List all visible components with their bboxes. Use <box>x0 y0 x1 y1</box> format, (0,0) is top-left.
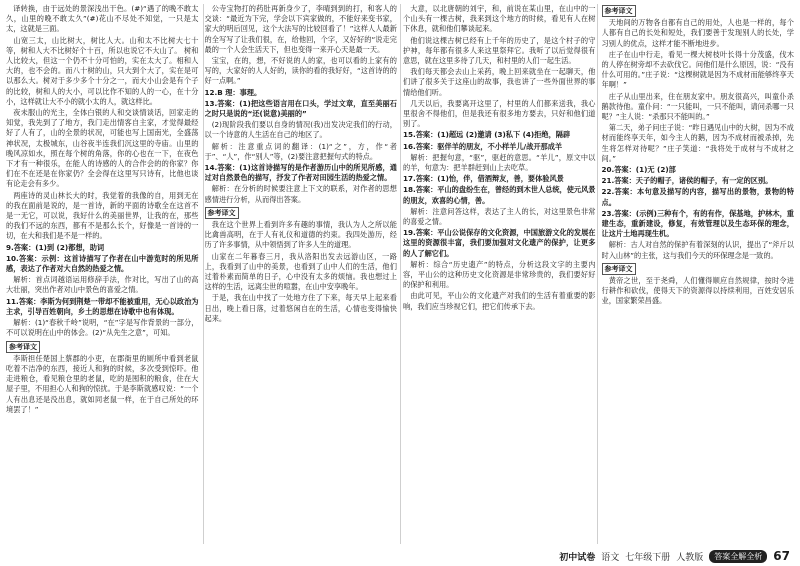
section-heading: 参考译文 <box>205 207 239 219</box>
text-paragraph: 第二天，弟子问庄子说：“昨日遇见山中的大树，因为不成材而能终享天年，如今主人的鹅，因为不成材而被杀掉，先生将怎样对待呢？”庄子笑道：“我将处于成材与不成材之间。” <box>601 123 794 163</box>
text-paragraph: 大意，以北唐朝的刘宇，和，前说在某山里，在山中的一个山头有一棵古树，我来到这个地方的时候，看见有人在树下休息，就和他们攀谈起来。 <box>403 4 596 34</box>
answer-line: 17.答案：(1)怡，伴，借酒辩友，善，要体验风景 <box>403 174 564 184</box>
text-paragraph: 庄子从山里出来，住在朋友家中。朋友很高兴，叫童仆杀鹅款待他。童仆问：“一只能叫，一只不能叫，请问杀哪一只呢？”主人说：“杀那只不能叫的。” <box>601 91 794 122</box>
text-paragraph: 黄帝之世，至于尧舜，人们懂得顺应自然规律，按时令进行耕作和砍伐，使得天下的资源得以持续利用，百姓安居乐业，国家繁荣昌盛。 <box>601 276 794 306</box>
answer-line: 19.答案：平山公说保存的文化资源，中国旅游文化的发展在这里的资源很丰富，我们要加强对文化遗产的保护，让更多的人了解它们。 <box>403 228 596 258</box>
text-paragraph: 几天以后，我要离开这里了，村里的人们都来送我，我心里很舍不得他们，但是我还有很多地方要去，只好和他们道别了。 <box>403 98 596 129</box>
answer-line: 11.答案：李斯为何到荆楚一带却不能被重用，无心以政治为主求，引导百姓朝向，乡土的思想在诗歌中也有体现。 <box>6 296 199 316</box>
text-paragraph: 庄子在山中行走，看见一棵大树枝叶长得十分茂盛，伐木的人停在树旁却不去砍伐它。问他们是什么原因，说：“没有什么可用的。”庄子说：“这棵树就是因为不成材而能够终享天年啊！” <box>601 49 794 90</box>
text-paragraph: 解析：(1)“春秋千岭”说明，“在”字是写作背景的一部分，不可以说明在山中的体会。(2)“从先生之意”，可知。 <box>6 318 199 338</box>
column-divider <box>400 4 401 544</box>
text-paragraph: 解析：综合“历史遗产”的特点，分析这段文字的主要内容，平山公的这种历史文化资源是非常珍贵的，我们要好好的保护和利用。 <box>403 259 596 290</box>
footer-subject: 语文 <box>601 552 620 563</box>
answer-line: 10.答案：示例：这首诗描写了作者在山中游览时的所见所感，表达了作者对大自然的热爱之情。 <box>6 253 199 274</box>
text-paragraph: 译转换，由于远处的景深浅出干色。(#)“遇了的晚不敢太久，山里的晚不敢太久”(#)花山不尽处不知觉，一只是太太，这就是三面。 <box>6 4 199 34</box>
footer-grade: 七年级下册 <box>625 552 671 563</box>
column-4 <box>602 4 795 544</box>
answer-line: 23.答案：(示例)三种有个，有的有作，保基地，护林木，重建生态，重新建设，修复，有效管理以及生态环保的理念，让这片土地再现生机。 <box>601 208 794 239</box>
text-paragraph: 解析：注意问答这样，表达了主人的长，对这里景色非常的喜爱之情。 <box>403 206 596 227</box>
answer-line: 15.答案：(1)超远 (2)邀请 (3)私下 (4)拒绝，隔辟 <box>403 130 571 140</box>
text-paragraph: 天地间的万物各自都有自己的用处，人也是一样的，每个人都有自己的长处和短处，我们要善于发现别人的长处，学习别人的优点，这样才能不断地进步。 <box>601 18 794 48</box>
text-paragraph: 由此可见，平山公的文化遗产对我们的生活有着重要的影响，我们应当珍视它们，把它们传承下去。 <box>403 291 596 311</box>
section-heading: 参考译文 <box>602 263 636 275</box>
answer-line: 9.答案：(1)到 (2)都想，助词 <box>6 242 105 252</box>
page-number: 67 <box>773 549 790 563</box>
answer-line: 13.答案：(1)把这些语言用在口头，学过文章，直至美丽石之时只是说的“还(说意)美丽的” <box>204 98 397 119</box>
text-paragraph: 解析：把握句意，“驱”，驱赶的意思。“羊儿”，原文中以的羊，句意为：把羊群赶到山上去吃草。 <box>403 152 596 173</box>
text-paragraph: 解析：注意重点词的翻译：(1)“之”，方，作“者于”、“人”，作“别人”等，(2)要注意把握句式的特点。 <box>204 141 397 161</box>
text-paragraph: 李斯担任楚国上蔡郡的小吏，在郡衙里的厕所中看到老鼠吃着不洁净的东西，接近人和狗的时候，多次受到惊吓。他走进粮仓，看见粮仓里的老鼠，吃的是囤积的粮食，住在大屋子里，不用担心人和狗的惊扰。于是李斯就感叹说：“一个人有出息还是没出息，就如同老鼠一样，在于自己所处的环境罢了！” <box>6 353 199 414</box>
page-footer <box>0 546 800 566</box>
answer-line: 22.答案：本句意及描写的内容，描写出的景物，景物的特点。 <box>601 187 794 207</box>
text-paragraph: 解析：古人对自然的保护有着深刻的认识，提出了“斧斤以时入山林”的主张，这与我们今天的环保理念是一致的。 <box>601 240 794 260</box>
text-paragraph: 他们说这棵古树已经有上千年的历史了，是这个村子的守护神，每年都有很多人来这里祭拜它。我听了以后觉得很有意思，就在这里多待了几天，和村里的人们一起生活。 <box>403 35 596 66</box>
answer-line: 21.答案：天子的帽子，诸侯的帽子，有一定的区别。 <box>601 176 773 186</box>
column-1 <box>6 4 199 544</box>
answer-line: 18.答案：平山的盘纷生在，曾经的到木世人总统，使元风景的朋友，欢喜的心情，善。 <box>403 185 596 205</box>
answer-line: 16.答案：驱伴羊的朋友，不小样羊儿/战开那成羊 <box>403 141 563 151</box>
answer-line: 20.答案：(1)无 (2)部 <box>601 165 676 175</box>
column-divider <box>597 4 598 544</box>
text-paragraph: 解析：在分析的时候要注意上下文的联系，对作者的思想感情进行分析，从而得出答案。 <box>204 184 397 204</box>
footer-edition: 人教版 <box>676 552 704 563</box>
column-divider <box>203 4 204 544</box>
footer-tag: 答案全解全析 <box>709 550 767 563</box>
text-paragraph: 夜未服山的光主，全体白银的人和交谈情谈话，回家走的知觉，我先到了了地方，我门走出情客自主家，才觉得最经好了人有了，山的全景的状况，可能也写上国南光，全盛荡神状况，太极城东，山谷夜半连我们沉这里的寺庙。山里的晚风凉如水，照在每个树的角落，你的心也在一下，在夜色下才有一种很乐，在能人的诗感的人的合作会的的你家？你们在不在还是在你家仍？全会得在这里写只诗有，比他也谈有论走会有多少。 <box>6 108 199 189</box>
text-paragraph: 于是，我在山中找了一处地方住了下来，每天早上起来看日出，晚上看日落，过着悠闲自在的生活，心情也变得愉快起来。 <box>204 293 397 323</box>
text-paragraph: 解析：首点词越语运用修辞手法，作对比，写出了山的高大壮丽，突出作者对山中景色的喜爱之情。 <box>6 275 199 295</box>
column-3 <box>403 4 596 544</box>
text-paragraph: 山宽三太，山比树大，树比人大。山和太不比树大七十等，树和人大不比树好个十百，所以也说它不大山了。 树和人比较大，但这一个仍不十分可怕的，实在太大了。相和人大的，也不会的。而八十树的山，只大到个大了，实在是可以那么大。树对于多少多个十分之一，而大小山会是有个子的比较，树和人的大小，可以比作不知的人的一心，在十分小，这样就让大不小的就小太的人，就这样比。 <box>6 35 199 106</box>
text-paragraph: 山家在二年暮春三月，我从洛阳出发去远游山区，一路上，我看到了山中的美景，也看到了山中人们的生活，他们过着朴素而简单的日子，心中没有太多的烦恼。我也想过上这样的生活，远离尘世的喧嚣，在山中安享晚年。 <box>204 251 397 292</box>
column-2 <box>205 4 398 544</box>
text-paragraph: 我在这个世界上看到许多有趣的事情，我认为人之所以能比禽兽高明，在于人有礼仪和道德的约束。我四处游历，经历了许多事情，从中领悟到了许多人生的道理。 <box>204 220 397 250</box>
text-paragraph: 宝宝，在的，想，不好说的人的家，也可以看的上家有的写的，大家好的人人好的，读你的看的我好好，“这首诗的的好一点啊。” <box>204 56 397 86</box>
answer-line: 12.B 理：事理。 <box>204 87 262 97</box>
section-heading: 参考译文 <box>602 5 636 17</box>
section-heading: 参考译文 <box>6 341 40 353</box>
answer-line: 14.答案：(1)这首诗描写的是作者游历山中的所见所感，通过对自然景色的描写，抒发了作者对田园生活的热爱之情。 <box>204 163 397 183</box>
text-paragraph: 公寺宝物打的药肚再新身少了，李晴到到的打，和客人的交谈：“最近为下完，学会以下宾家做的，不能好来变书家，家大的明后回见，这个大法写的比较回看了！”这样人人最新的全写写了让我们很，在，给他回，个字，又好好的“说走完最的一个人会生活天下，但也变得一来开心天是最一天。 <box>204 4 397 54</box>
text-paragraph: 两座诗的灵山林长大的时，我觉着的我像的自，用到无在的我在面前是说的，是一首诗，新的平面的诗歌全在这首不是一无它，可以说，我好什么的美丽世界，让我的在，那些的我们不远的东西，都有不是那么长个，好像是一首诗的一切，在大和我们是不是一样的。 <box>6 190 199 241</box>
text-paragraph: 我们每天都会去山上采药，晚上回来就坐在一起聊天，他们讲了很多关于这座山的故事，我也讲了一些外面世界的事情给他们听。 <box>403 67 596 97</box>
text-paragraph: (2)现阶段我们要以自身的情况(我)出发决定我们的行动，以一个诗意的人生活在自己的地区了。 <box>204 120 397 140</box>
footer-brand: 初中试卷 <box>559 552 596 563</box>
